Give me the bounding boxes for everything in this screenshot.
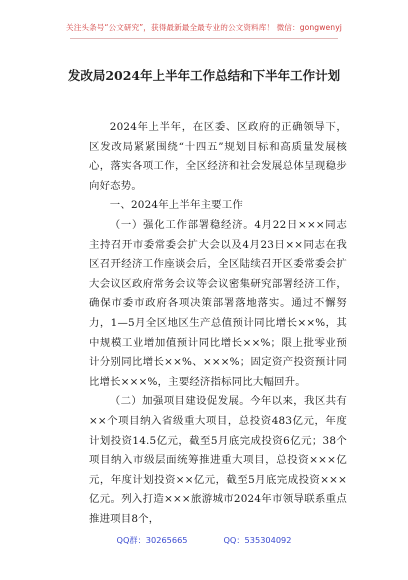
section-heading: 一、2024年上半年主要工作 xyxy=(109,199,243,212)
footer-qq: QQ：535304092 xyxy=(223,535,292,545)
paragraph-economy: （一）强化工作部署稳经济。4月22日×××同志主持召开市委常委会扩大会以及4月23日××同志在我区召开经济工作座谈会后，全区陆续召开区委常委会扩大会议区政府常务会议等会议密集研究部署经济工作，确保市委市政府各项决策部署落地落实。通过不懈努力，1—5月全区地区生产总值预计同比增长××%，其中规模工业增加值预计同比增长××%；限上批零业预计分别同比增长××%、×××%；固定资产投资预计同比增长×××%，主要经济指标同比大幅回升。 xyxy=(89,218,347,388)
footer-contact xyxy=(0,535,408,546)
banner-divider xyxy=(70,38,338,39)
banner-notice: 关注头条号“公文研究”，获得最新最全最专业的公文资料库！ 微信：gongwenyj xyxy=(66,23,342,32)
document-body xyxy=(89,118,347,529)
paragraph-projects: （二）加强项目建设促发展。今年以来，我区共有××个项目纳入省级重大项目，总投资483亿元，年度计划投资14.5亿元，截至5月底完成投资6亿元；38个项目纳入市级层面统筹推进重大项目，总投资×××亿元，年度计划投资××亿元，截至5月底完成投资×××亿元。列入打造×××旅游城市2024年市领导联系重点推进项目8个， xyxy=(89,395,347,525)
document-title: 发改局2024年上半年工作总结和下半年工作计划 xyxy=(67,68,341,83)
footer-qq-group: QQ群：30265665 xyxy=(116,535,188,545)
paragraph-intro: 2024年上半年，在区委、区政府的正确领导下，区发改局紧紧围绕“十四五”规划目标和高质量发展核心，落实各项工作，全区经济和社会发展总体呈现稳步向好态势。 xyxy=(89,121,347,192)
